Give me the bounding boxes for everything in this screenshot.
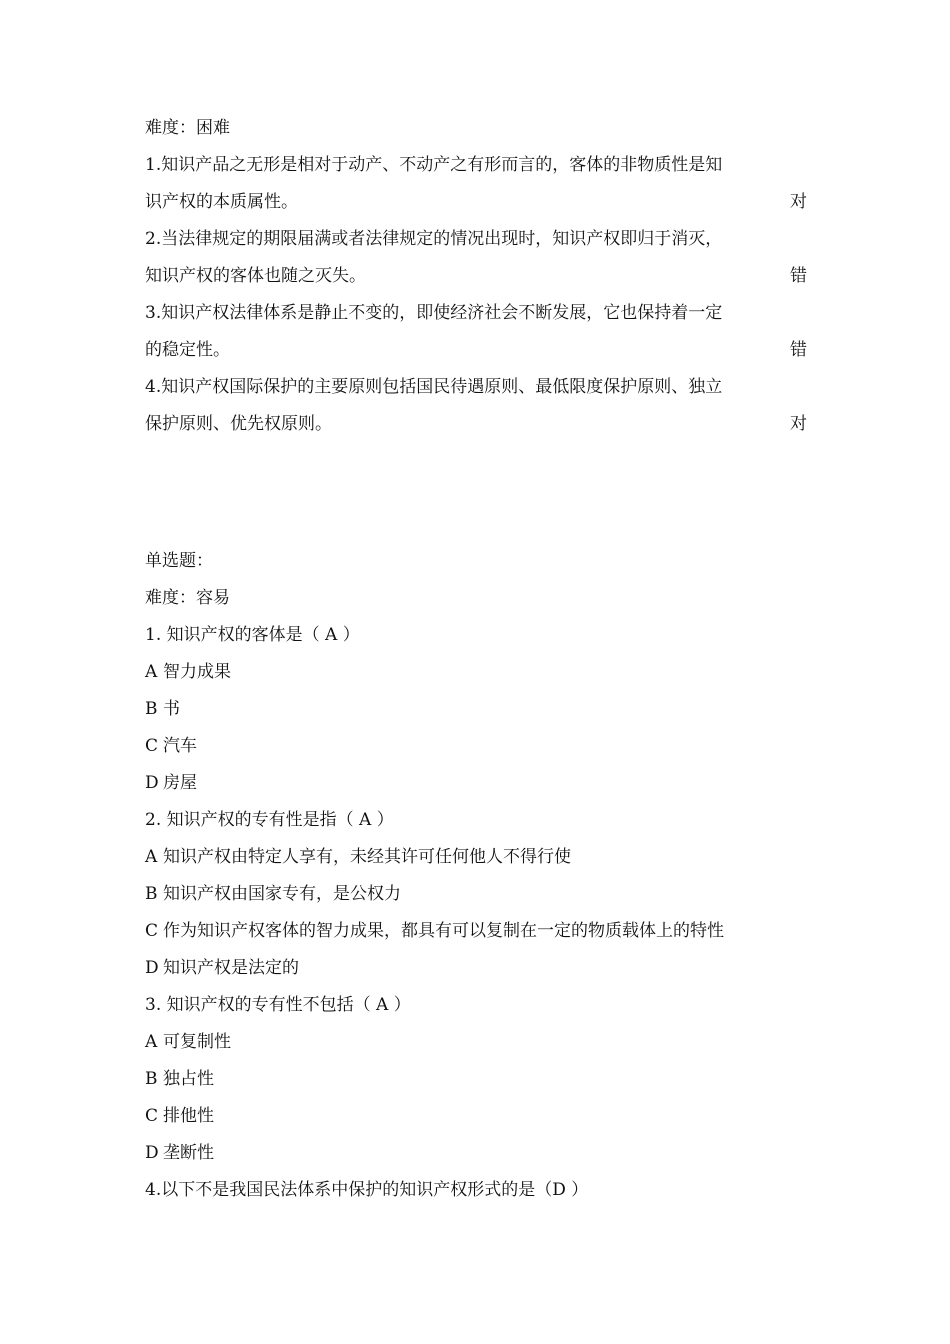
option-text: 作为知识产权客体的智力成果，都具有可以复制在一定的物质载体上的特性 bbox=[163, 921, 724, 941]
option-letter: C bbox=[145, 1106, 159, 1126]
tf-item-3 bbox=[145, 295, 807, 369]
mc-option bbox=[145, 1098, 807, 1135]
mc-question-3: 3. 知识产权的专有性不包括（ A ） bbox=[145, 995, 411, 1015]
option-letter: D bbox=[145, 1143, 159, 1163]
option-text: 知识产权是法定的 bbox=[163, 958, 299, 978]
tf-item-text: 3.知识产权法律体系是静止不变的，即使经济社会不断发展，它也保持着一定 bbox=[145, 303, 723, 323]
option-text: 排他性 bbox=[163, 1106, 214, 1126]
mc-option bbox=[145, 765, 807, 802]
mc-difficulty: 难度：容易 bbox=[145, 588, 230, 608]
option-letter: B bbox=[145, 1069, 158, 1089]
tf-item-text: 识产权的本质属性。 bbox=[145, 192, 298, 212]
tf-item-text: 4.知识产权国际保护的主要原则包括国民待遇原则、最低限度保护原则、独立 bbox=[145, 377, 723, 397]
mc-question-2: 2. 知识产权的专有性是指（ A ） bbox=[145, 810, 394, 830]
option-letter: B bbox=[145, 699, 158, 719]
tf-answer: 错 bbox=[790, 266, 807, 286]
mc-option bbox=[145, 1024, 807, 1061]
mc-option bbox=[145, 728, 807, 765]
tf-item-1 bbox=[145, 147, 807, 221]
document-page bbox=[145, 110, 807, 1209]
tf-item-2 bbox=[145, 221, 807, 295]
mc-question-1: 1. 知识产权的客体是（ A ） bbox=[145, 625, 360, 645]
mc-option bbox=[145, 1135, 807, 1172]
option-letter: D bbox=[145, 773, 159, 793]
tf-item-text: 知识产权的客体也随之灭失。 bbox=[145, 266, 366, 286]
mc-option bbox=[145, 913, 807, 950]
tf-item-text: 2.当法律规定的期限届满或者法律规定的情况出现时，知识产权即归于消灭， bbox=[145, 229, 723, 249]
option-text: 知识产权由特定人享有，未经其许可任何他人不得行使 bbox=[163, 847, 571, 867]
mc-option bbox=[145, 1061, 807, 1098]
option-text: 垄断性 bbox=[163, 1143, 214, 1163]
tf-answer: 对 bbox=[790, 192, 807, 212]
option-letter: B bbox=[145, 884, 158, 904]
option-text: 书 bbox=[163, 699, 180, 719]
option-letter: D bbox=[145, 958, 159, 978]
option-text: 知识产权由国家专有，是公权力 bbox=[163, 884, 401, 904]
option-letter: C bbox=[145, 736, 159, 756]
mc-heading: 单选题： bbox=[145, 551, 213, 571]
option-letter: A bbox=[145, 662, 158, 682]
tf-item-text: 保护原则、优先权原则。 bbox=[145, 414, 332, 434]
section-gap bbox=[145, 443, 807, 543]
tf-item-text: 的稳定性。 bbox=[145, 340, 230, 360]
mc-option bbox=[145, 839, 807, 876]
option-text: 独占性 bbox=[163, 1069, 214, 1089]
option-text: 房屋 bbox=[163, 773, 197, 793]
mc-question-4: 4.以下不是我国民法体系中保护的知识产权形式的是（D ） bbox=[145, 1180, 589, 1200]
tf-difficulty: 难度：困难 bbox=[145, 118, 230, 138]
tf-answer: 对 bbox=[790, 414, 807, 434]
option-letter: A bbox=[145, 847, 158, 867]
mc-option bbox=[145, 654, 807, 691]
option-text: 智力成果 bbox=[163, 662, 231, 682]
mc-option bbox=[145, 691, 807, 728]
option-letter: C bbox=[145, 921, 159, 941]
option-text: 可复制性 bbox=[163, 1032, 231, 1052]
tf-item-text: 1.知识产品之无形是相对于动产、不动产之有形而言的，客体的非物质性是知 bbox=[145, 155, 723, 175]
tf-item-4 bbox=[145, 369, 807, 443]
option-text: 汽车 bbox=[163, 736, 197, 756]
tf-answer: 错 bbox=[790, 340, 807, 360]
mc-option bbox=[145, 876, 807, 913]
option-letter: A bbox=[145, 1032, 158, 1052]
mc-option bbox=[145, 950, 807, 987]
